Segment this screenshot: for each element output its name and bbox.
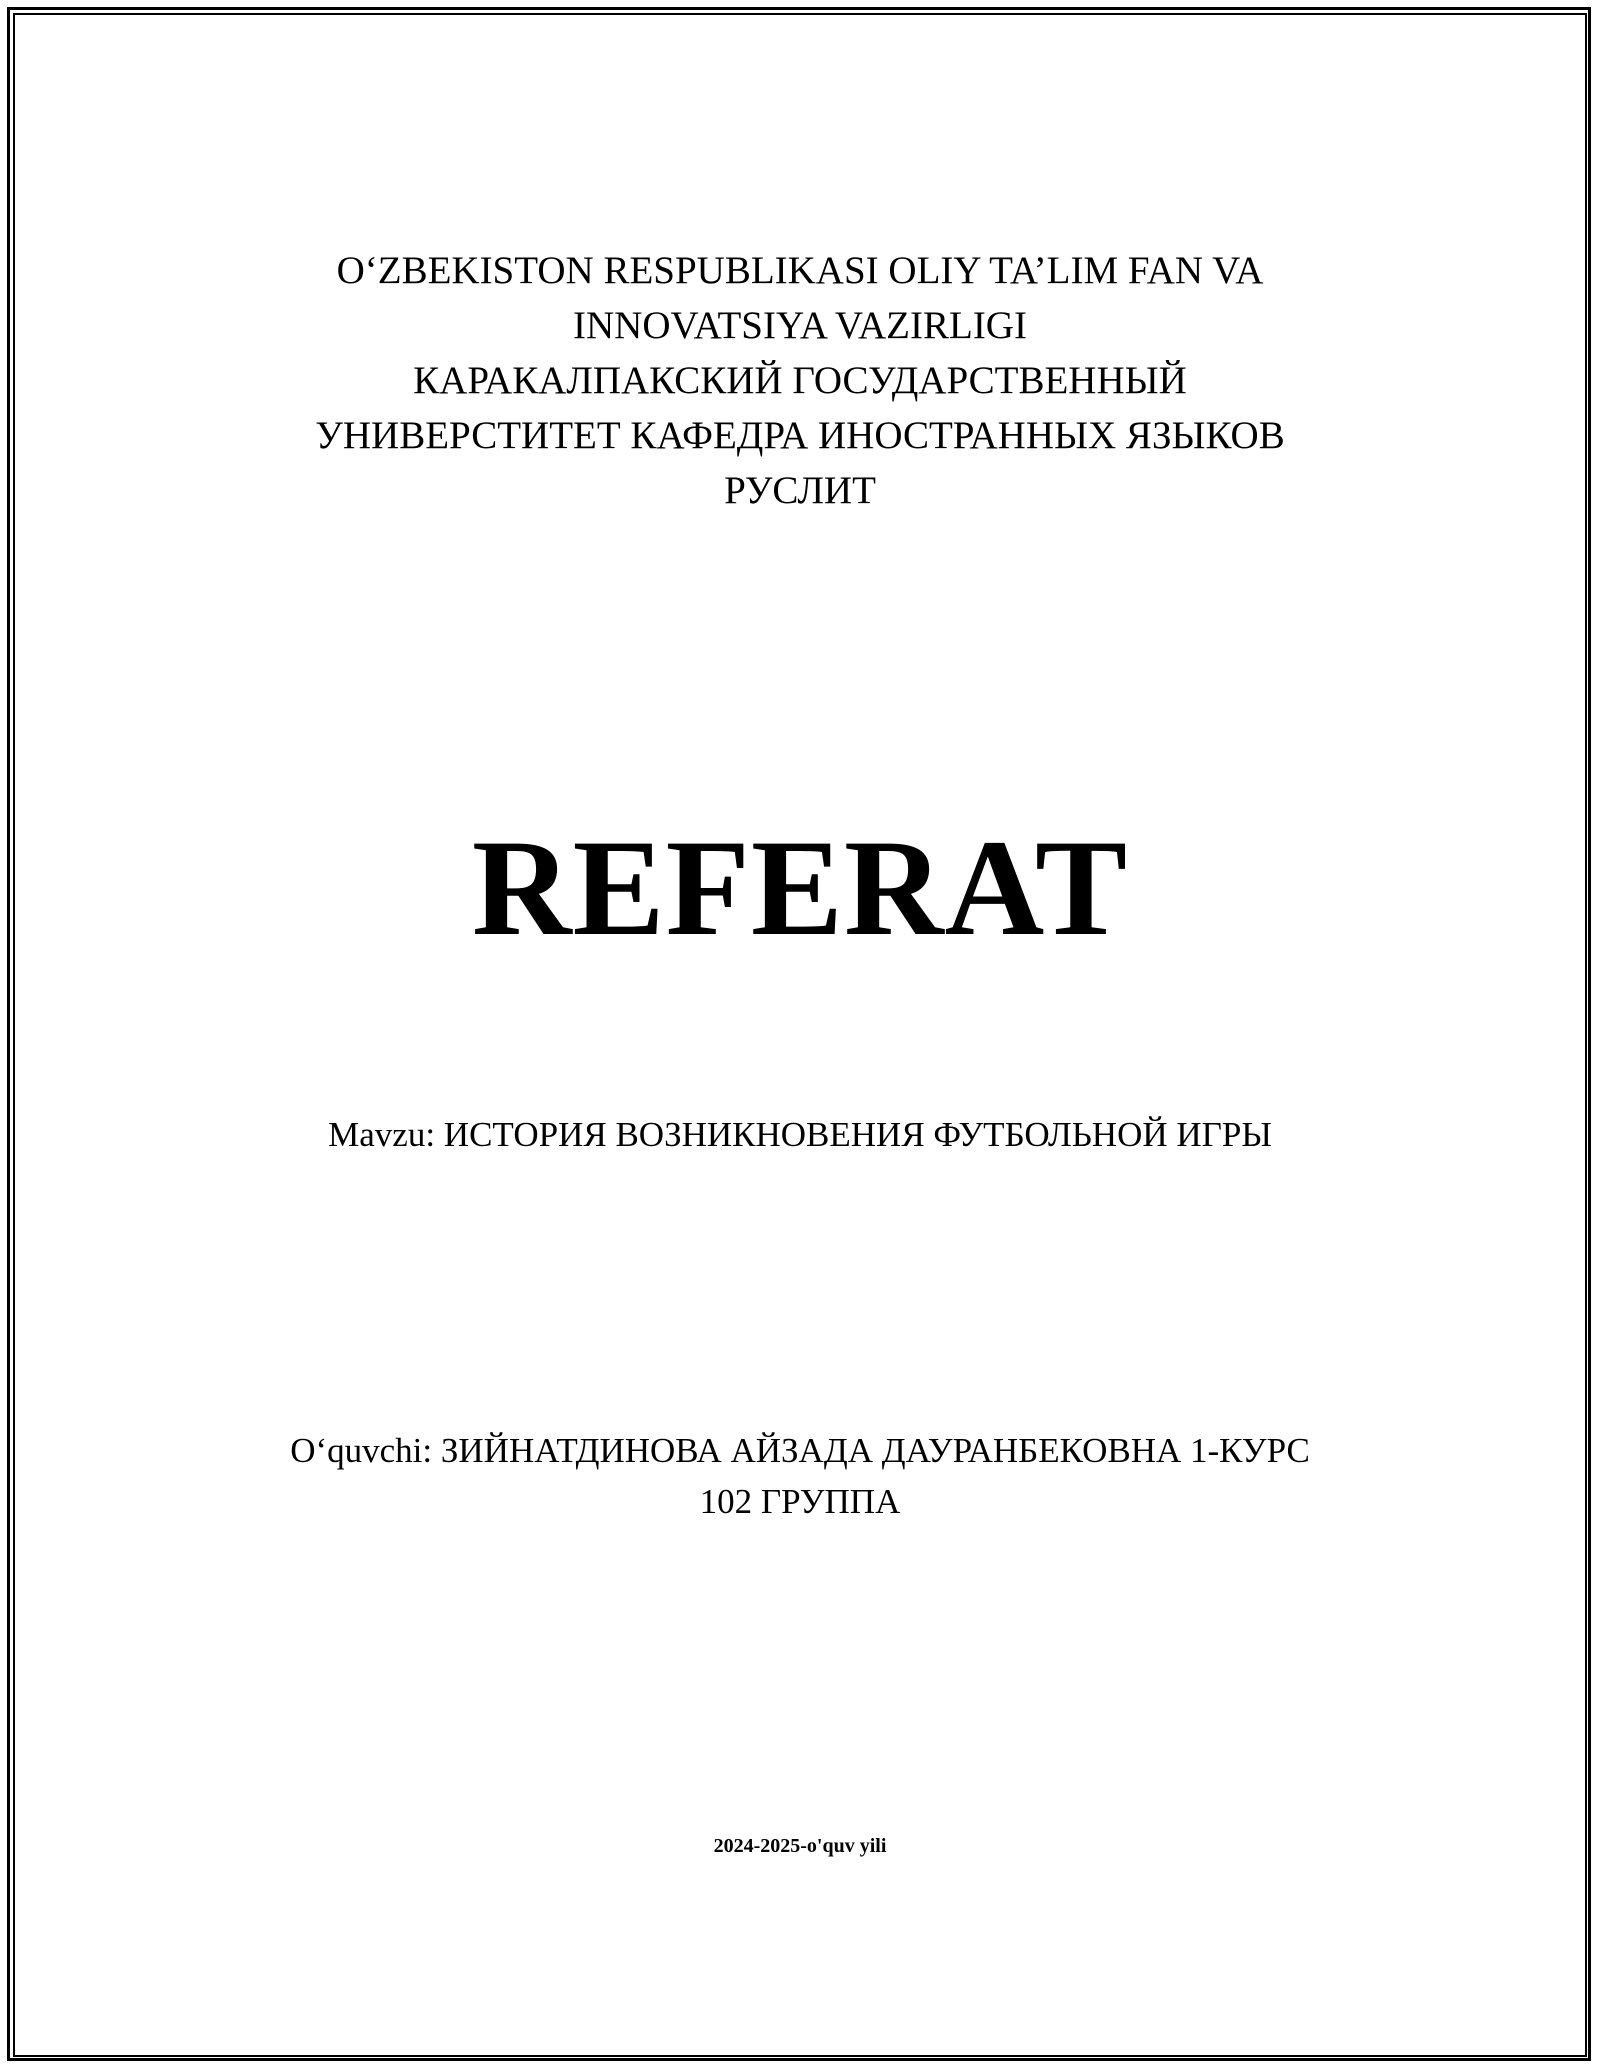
- student-name: ЗИЙНАТДИНОВА АЙЗАДА ДАУРАНБЕКОВНА 1-КУРС: [440, 1431, 1310, 1470]
- header-line-4: УНИВЕРСТИТЕТ КАФЕДРА ИНОСТРАННЫХ ЯЗЫКОВ: [315, 414, 1285, 457]
- institution-header: [0, 243, 1600, 518]
- student-info: [0, 1425, 1600, 1527]
- topic-label: Mavzu:: [328, 1115, 436, 1154]
- topic-value: ИСТОРИЯ ВОЗНИКНОВЕНИЯ ФУТБОЛЬНОЙ ИГРЫ: [443, 1115, 1272, 1154]
- academic-year: 2024-2025-o'quv yili: [713, 1835, 887, 1857]
- student-group: 102 ГРУППА: [699, 1482, 901, 1521]
- header-line-5: РУСЛИТ: [724, 469, 876, 512]
- header-line-1: O‘ZBEKISTON RESPUBLIKASI OLIY TA’LIM FAN VA: [336, 249, 1264, 292]
- student-label: O‘quvchi:: [290, 1431, 433, 1470]
- header-line-2: INNOVATSIYA VAZIRLIGI: [573, 304, 1027, 347]
- topic-line: [0, 1111, 1600, 1159]
- document-title: REFERAT: [471, 811, 1129, 964]
- header-line-3: КАРАКАЛПАКСКИЙ ГОСУДАРСТВЕННЫЙ: [413, 359, 1187, 402]
- student-line-1: [0, 1425, 1600, 1476]
